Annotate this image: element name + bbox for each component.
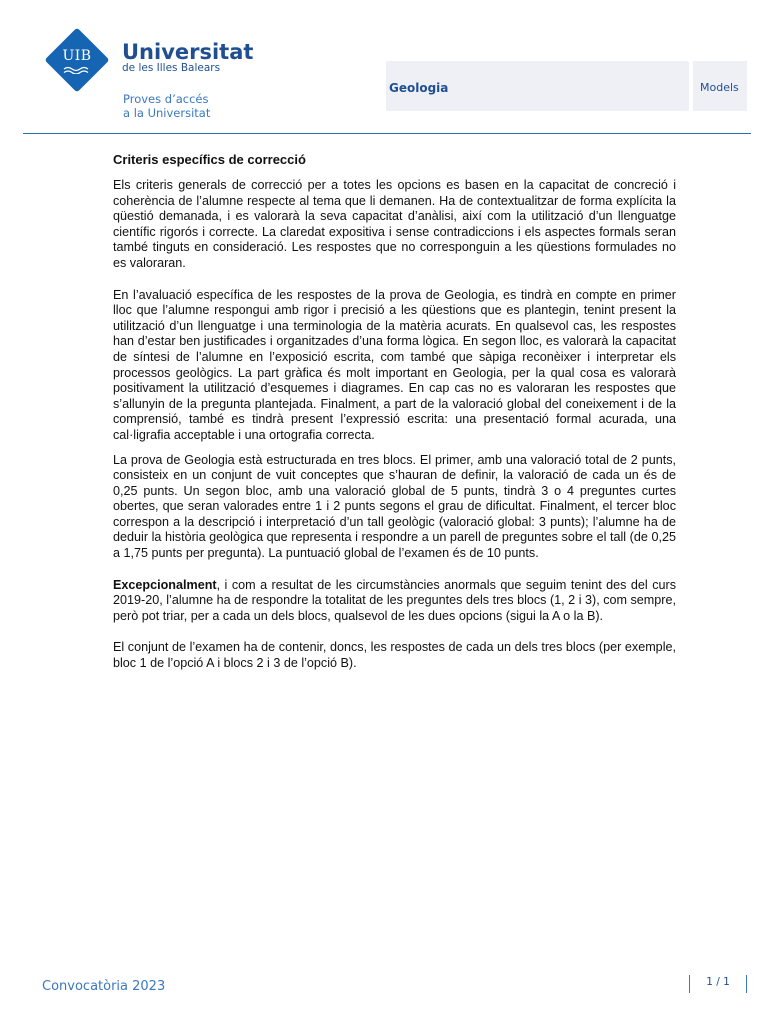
university-name: Universitat <box>122 40 254 64</box>
paragraph-general-criteria: Els criteris generals de correcció per a totes les opcions es basen en la capacitat de concreció i coherència de l’alumne respecte al tema que li demanen. Ha de contextualitzar de forma explícita la qüestió demanada, i es valorarà la seva capacitat d’anàlisi, així com la utilització d’un llenguatge científic rigorós i correcte. La claredat expositiva i sense contradiccions i els aspectes formals seran també tinguts en consideració. Les respostes que no corresponguin a les qüestions formulades no es valoraran. <box>113 178 676 270</box>
footer-session: Convocatòria 2023 <box>42 979 166 994</box>
university-subname: de les Illes Balears <box>122 62 221 74</box>
subject-panel <box>386 61 689 111</box>
page-number: 1 / 1 <box>706 976 730 988</box>
paragraph-exceptional <box>113 578 676 625</box>
paragraph-exam-structure: La prova de Geologia està estructurada en tres blocs. El primer, amb una valoració total de 2 punts, consisteix en un conjunt de vuit conceptes que s’hauran de definir, la valoració de cada un és de 0,25 punts. Un segon bloc, amb una valoració global de 5 punts, tindrà 3 o 4 preguntes curtes obertes, que seran valorades entre 1 i 2 punts segons el grau de dificultat. Finalment, el tercer bloc correspon a la descripció i interpretació d’un tall geològic (valoració global: 3 punts); l’alumne ha de deduir la història geològica que representa i respondre a un parell de preguntes sobre el tall (de 0,25 a 1,75 punts per pregunta). La puntuació global de l’examen és de 10 punts. <box>113 452 676 561</box>
paragraph-exam-contents: El conjunt de l’examen ha de contenir, doncs, les respostes de cada un dels tres blocs (per exemple, bloc 1 de l’opció A i blocs 2 i 3 de l’opció B). <box>113 640 676 671</box>
section-label: Models <box>700 81 739 94</box>
header-divider <box>23 133 751 134</box>
proves-line-2: a la Universitat <box>123 106 211 120</box>
exceptional-text: , i com a resultat de les circumstàncies anormals que seguim tenint des del curs 2019-20, l’alumne ha de respondre la totalitat de les preguntes dels tres blocs (1, 2 i 3), com sempre, però pot triar, per a cada un dels blocs, qualsevol de les dues opcions (sigui la A o la B). <box>113 577 676 623</box>
exceptional-keyword: Excepcionalment <box>113 577 217 592</box>
proves-label <box>123 92 210 120</box>
subject-title: Geologia <box>389 81 449 95</box>
waves-icon <box>62 66 92 74</box>
section-heading: Criteris específics de correcció <box>113 152 306 167</box>
paragraph-specific-evaluation: En l’avaluació específica de les respostes de la prova de Geologia, es tindrà en compte en primer lloc que l’alumne respongui amb rigor i precisió a les qüestions que es plantegin, tenint present la utilització d’un llenguatge i una terminologia de la matèria acurats. En qualsevol cas, les respostes han d’estar ben justificades i organitzades d’una forma lògica. En segon lloc, es valorarà la capacitat de síntesi de l’alumne en l’exposició escrita, com també que sàpiga reconèixer i interpretar els processos geològics. La part gràfica és molt important en Geologia, per la qual cosa es valorarà positivament la utilització d’esquemes i diagrames. En cap cas no es valoraran les respostes que s’allunyin de la pregunta plantejada. Finalment, a part de la valoració global del coneixement i de la comprensió, també es tindrà present l’expressió escrita: una presentació formal acurada, una cal·ligrafia acceptable i una ortografia correcta. <box>113 287 676 442</box>
section-panel <box>693 61 747 111</box>
uib-logo <box>50 32 254 122</box>
page-indicator <box>689 975 747 993</box>
proves-line-1: Proves d’accés <box>123 92 209 106</box>
uib-logo-letters: UIB <box>62 48 92 64</box>
document-body <box>113 152 676 688</box>
